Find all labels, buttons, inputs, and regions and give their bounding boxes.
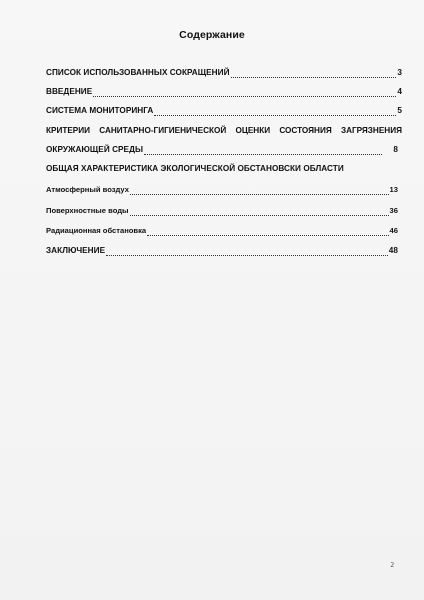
toc-entry-page: 46 (389, 226, 398, 235)
toc-entry-page: 36 (389, 206, 398, 215)
toc-entry-label: СИСТЕМА МОНИТОРИНГА (46, 106, 154, 115)
toc-entry-label: Поверхностные воды (46, 206, 129, 215)
toc-entry-criteria-line1: КРИТЕРИИ САНИТАРНО-ГИГИЕНИЧЕСКОЙ ОЦЕНКИ СОСТОЯНИЯ ЗАГРЯЗНЕНИЯ (46, 126, 402, 135)
toc-entry-label: ОБЩАЯ ХАРАКТЕРИСТИКА ЭКОЛОГИЧЕСКОЙ ОБСТАНОВСКИ ОБЛАСТИ (46, 164, 344, 173)
toc-entry-monitoring-system (46, 106, 402, 116)
toc-entry-radiation (46, 226, 398, 236)
toc-entry-label: ВВЕДЕНИЕ (46, 87, 93, 96)
toc-entry-page: 8 (393, 145, 398, 154)
toc-title: Содержание (179, 29, 245, 41)
toc-entry-page: 3 (397, 68, 402, 77)
toc-leader-dots (144, 147, 382, 155)
toc-entry-conclusion (46, 246, 398, 256)
toc-entry-introduction (46, 87, 402, 97)
toc-leader-dots (130, 187, 389, 195)
toc-entry-surface-waters (46, 206, 398, 216)
toc-entry-criteria (46, 145, 402, 155)
toc-entry-page: 5 (397, 106, 402, 115)
toc-leader-dots (130, 208, 389, 216)
toc-entry-label: Радиационная обстановка (46, 226, 147, 235)
toc-entry-atmospheric-air (46, 185, 398, 195)
toc-entry-page: 13 (389, 185, 398, 194)
toc-leader-dots (231, 70, 397, 78)
toc-leader-dots (154, 108, 396, 116)
toc-leader-dots (106, 248, 388, 256)
toc-entry-page: 48 (388, 246, 398, 255)
toc-entry-page: 4 (397, 87, 402, 96)
toc-entry-abbreviations (46, 68, 402, 78)
toc-entry-ecological-overview (46, 164, 402, 174)
toc-leader-dots (147, 228, 388, 236)
toc-entry-label: СПИСОК ИСПОЛЬЗОВАННЫХ СОКРАЩЕНИЙ (46, 68, 230, 77)
page-number: 2 (390, 561, 394, 569)
toc-entry-label: Атмосферный воздух (46, 185, 129, 194)
toc-leader-dots (93, 89, 396, 97)
toc-entry-label: ЗАКЛЮЧЕНИЕ (46, 246, 106, 255)
toc-entry-label: ОКРУЖАЮЩЕЙ СРЕДЫ (46, 145, 144, 154)
